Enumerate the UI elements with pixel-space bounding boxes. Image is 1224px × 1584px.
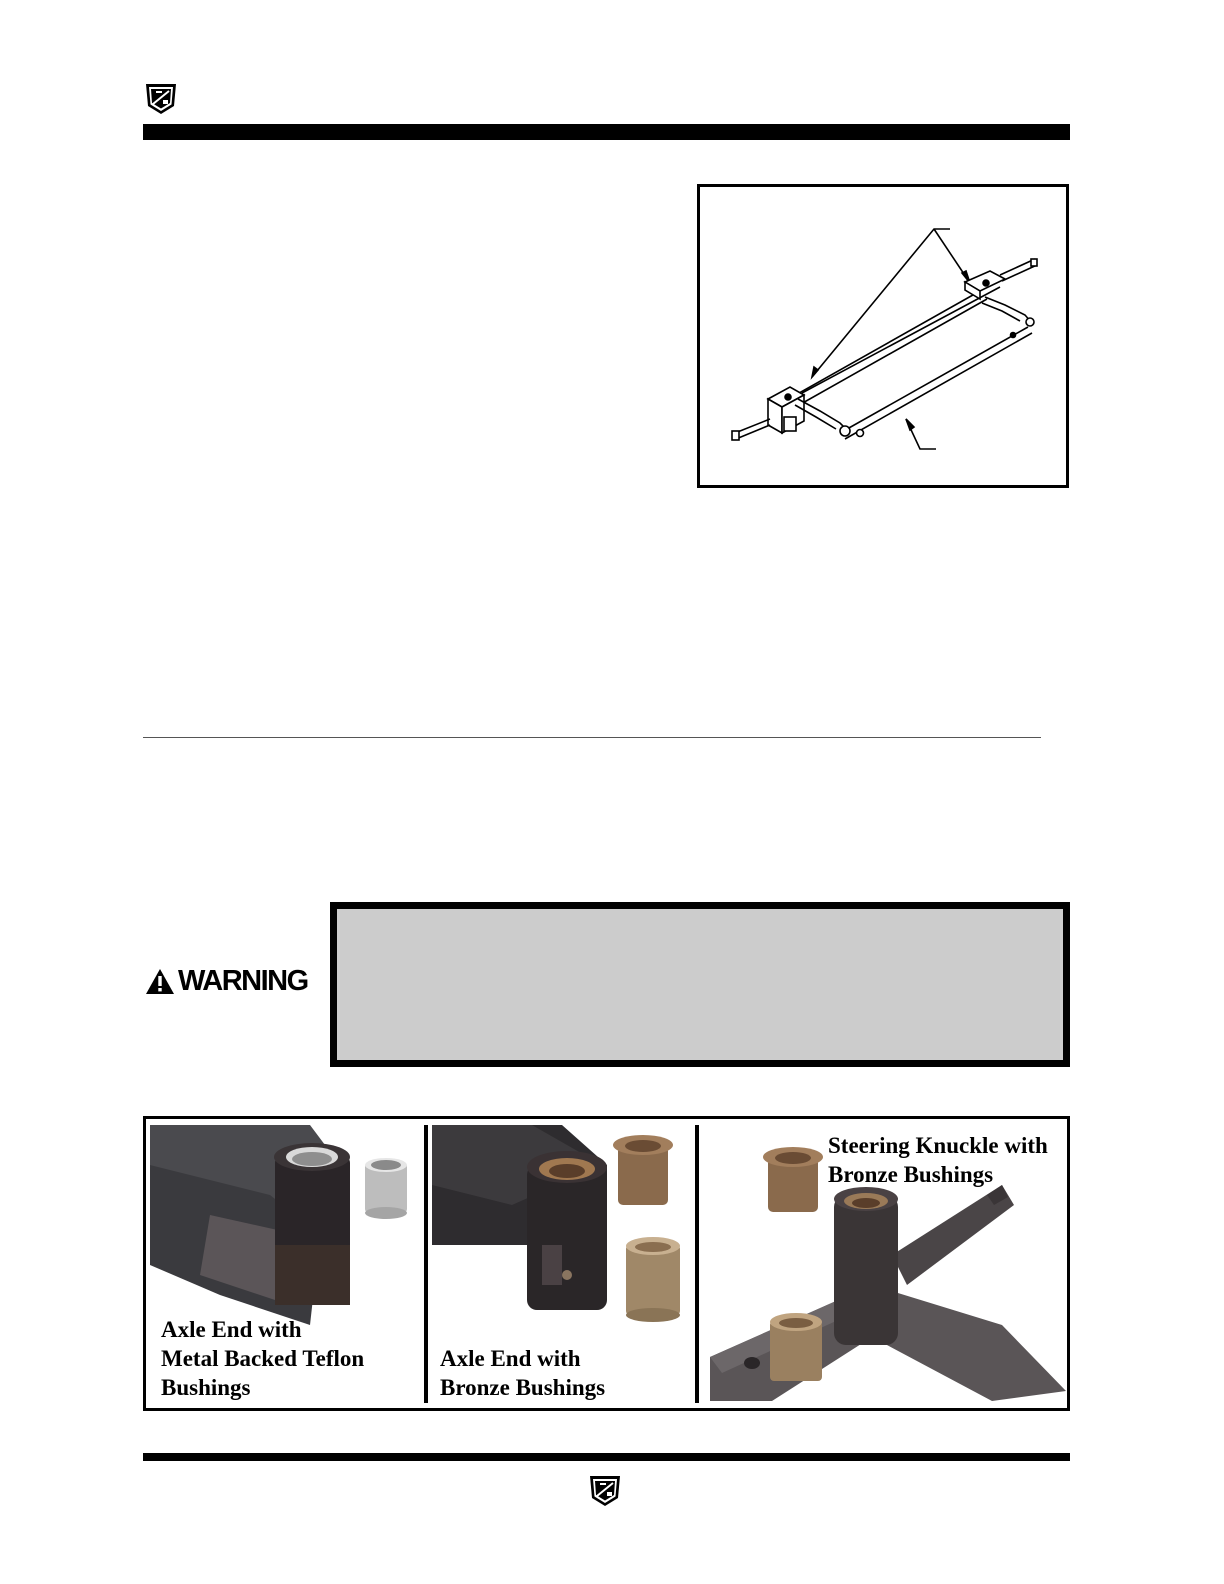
photo-divider (695, 1125, 699, 1403)
td-shield-logo-icon (587, 1474, 623, 1508)
photo-steering-knuckle (702, 1125, 1066, 1401)
caption-steering-knuckle (828, 1131, 1048, 1189)
section-divider (143, 737, 1041, 738)
axle-figure-box (697, 184, 1069, 488)
caption-line: Bushings (161, 1375, 251, 1400)
caption-line: Axle End with (161, 1317, 302, 1342)
warning-box (330, 902, 1070, 1067)
photo-axle-end-teflon (150, 1125, 420, 1401)
footer-logo (587, 1474, 623, 1508)
header-rule (143, 124, 1070, 140)
caption-line: Metal Backed Teflon (161, 1346, 365, 1371)
caption-axle-end-teflon (161, 1315, 364, 1401)
photo-axle-end-bronze (432, 1125, 692, 1401)
photo-divider (424, 1125, 428, 1403)
header-logo (143, 82, 179, 116)
caption-line: Steering Knuckle with (828, 1133, 1048, 1158)
front-axle-assembly-diagram-icon (700, 187, 1066, 485)
caption-line: Axle End with (440, 1346, 581, 1371)
caption-line: Bronze Bushings (440, 1375, 606, 1400)
bushing-photo-strip (143, 1116, 1070, 1411)
caption-line: Bronze Bushings (828, 1162, 994, 1187)
warning-label-text: WARNING (178, 964, 308, 997)
td-shield-logo-icon (143, 82, 179, 116)
footer-rule (143, 1453, 1070, 1461)
caption-axle-end-bronze (440, 1344, 605, 1401)
warning-label (145, 962, 325, 1000)
warning-triangle-icon (145, 968, 175, 995)
